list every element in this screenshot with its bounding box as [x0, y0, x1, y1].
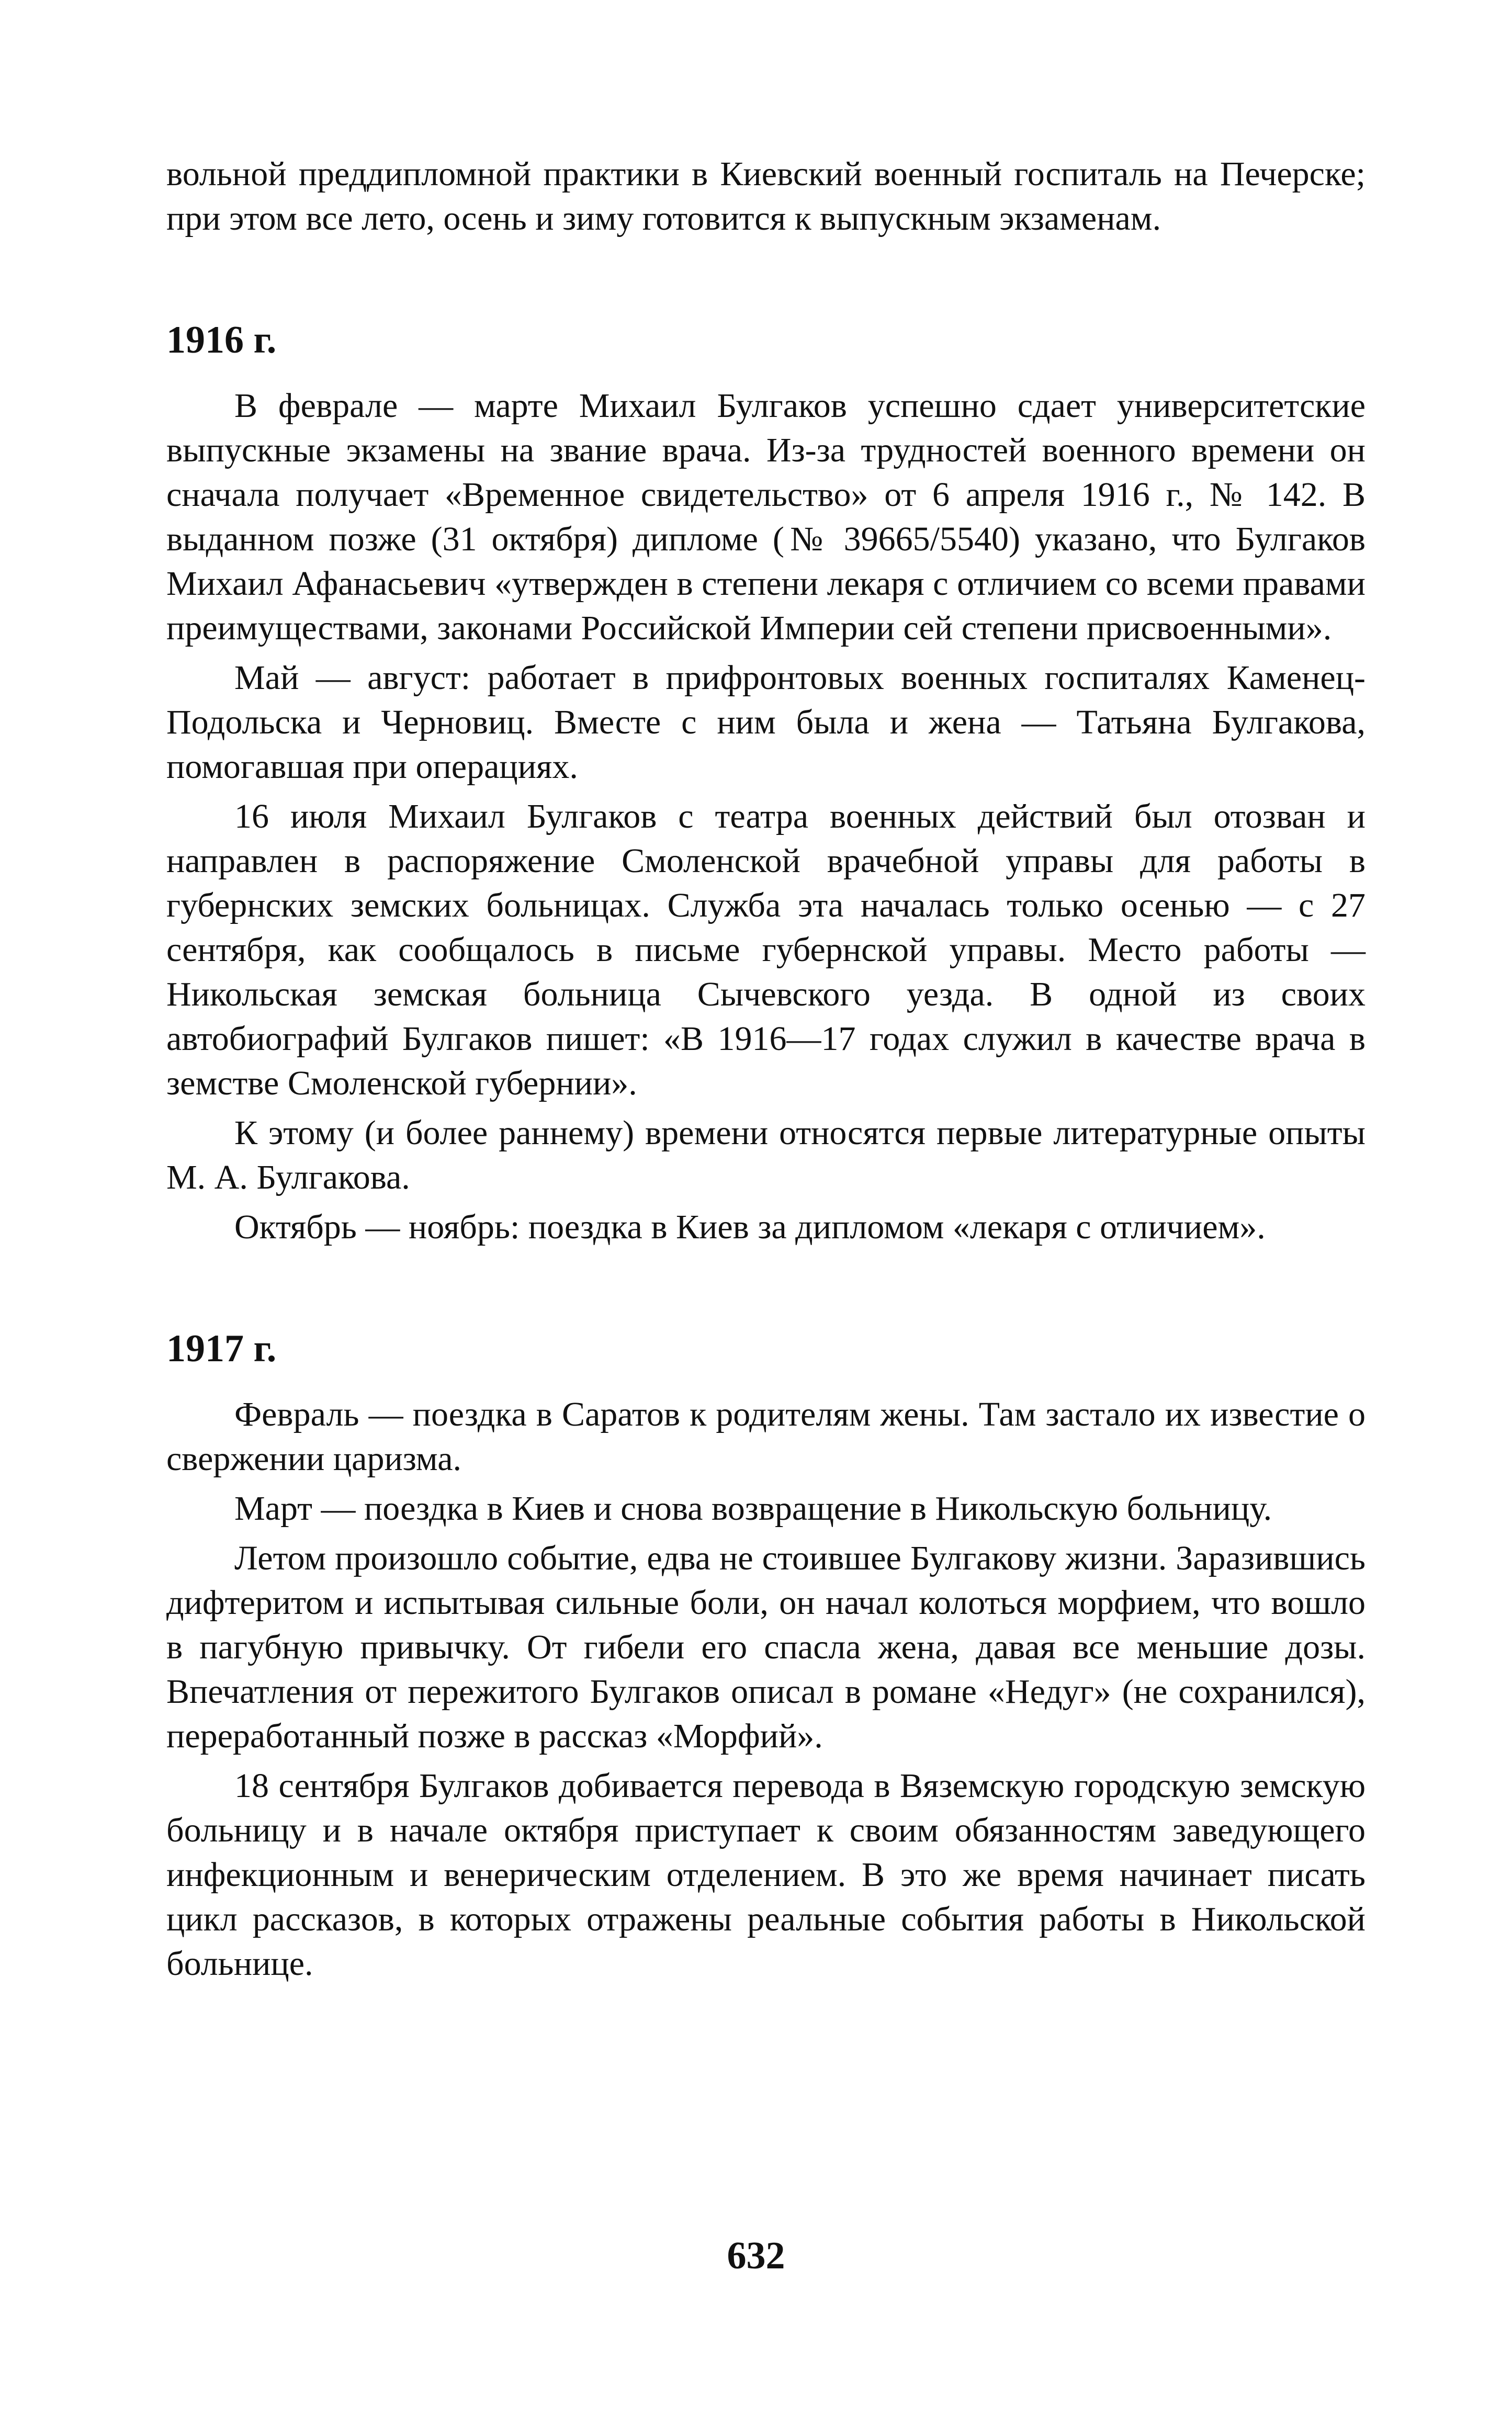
spacer	[166, 241, 1366, 317]
paragraph-1916-3: 16 июля Михаил Булгаков с театра военных действий был отозван и направлен в распоряжение Смоленской врачебной управы для работы в губернских земских больницах. Служба эта началась только осенью — с 27 сентября, как сообщалось в письме губернской управы. Место работы — Никольская земская больница Сычевского уезда. В одной из своих автобиографий Булгаков пишет: «В 1916—17 годах служил в качестве врача в земстве Смоленской губернии».	[166, 797, 1366, 1102]
section-heading-1917: 1917 г.	[166, 1327, 277, 1370]
spacer	[166, 1249, 1366, 1325]
spacer	[166, 1758, 1366, 1764]
spacer	[166, 1200, 1366, 1205]
paragraph-1917-1: Февраль — поездка в Саратов к родителям жены. Там застало их известие о свержении царизма.	[166, 1395, 1366, 1478]
spacer	[166, 1372, 1366, 1392]
spacer	[166, 650, 1366, 656]
paragraph-1916-4: К этому (и более раннему) времени относятся первые литературные опыты М. А. Булгакова.	[166, 1114, 1366, 1196]
intro-paragraph: вольной преддипломной практики в Киевский военный госпиталь на Печерске; при этом все лето, осень и зиму готовится к выпускным экзаменам.	[166, 155, 1366, 238]
spacer	[166, 1105, 1366, 1111]
spacer	[166, 789, 1366, 794]
page-body	[166, 152, 1366, 1986]
spacer	[166, 364, 1366, 383]
paragraph-1916-1: В феврале — марте Михаил Булгаков успешно сдает университетские выпускные экзамены на звание врача. Из-за трудностей военного времени он сначала получает «Временное свидетельство» от 6 апреля 1916 г., № 142. В выданном позже (31 октября) дипломе (№ 39665/5540) указано, что Булгаков Михаил Афанасьевич «утвержден в степени лекаря с отличием со всеми правами преимуществами, законами Российской Империи сей степени присвоенными».	[166, 387, 1366, 647]
paragraph-1916-2: Май — август: работает в прифронтовых военных госпиталях Каменец-Подольска и Черновиц. Вместе с ним была и жена — Татьяна Булгакова, помогавшая при операциях.	[166, 659, 1366, 786]
paragraph-1916-5: Октябрь — ноябрь: поездка в Киев за дипломом «лекаря с отличием».	[234, 1208, 1266, 1246]
paragraph-1917-3: Летом произошло событие, едва не стоившее Булгакову жизни. Заразившись дифтеритом и испытывая сильные боли, он начал колоться морфием, что вошло в пагубную привычку. От гибели его спасла жена, давая все меньшие дозы. Впечатления от пережитого Булгаков описал в романе «Недуг» (не сохранился), переработанный позже в рассказ «Морфий».	[166, 1539, 1366, 1755]
section-heading-1916: 1916 г.	[166, 319, 277, 361]
spacer	[166, 1481, 1366, 1486]
spacer	[166, 1531, 1366, 1536]
paragraph-1917-4: 18 сентября Булгаков добивается перевода в Вяземскую городскую земскую больницу и в начале октября приступает к своим обязанностям заведующего инфекционным и венерическим отделением. В это же время начинает писать цикл рассказов, в которых отражены реальные события работы в Никольской больнице.	[166, 1767, 1366, 1983]
page-number: 632	[727, 2234, 785, 2277]
paragraph-1917-2: Март — поездка в Киев и снова возвращение в Никольскую больницу.	[234, 1489, 1272, 1528]
